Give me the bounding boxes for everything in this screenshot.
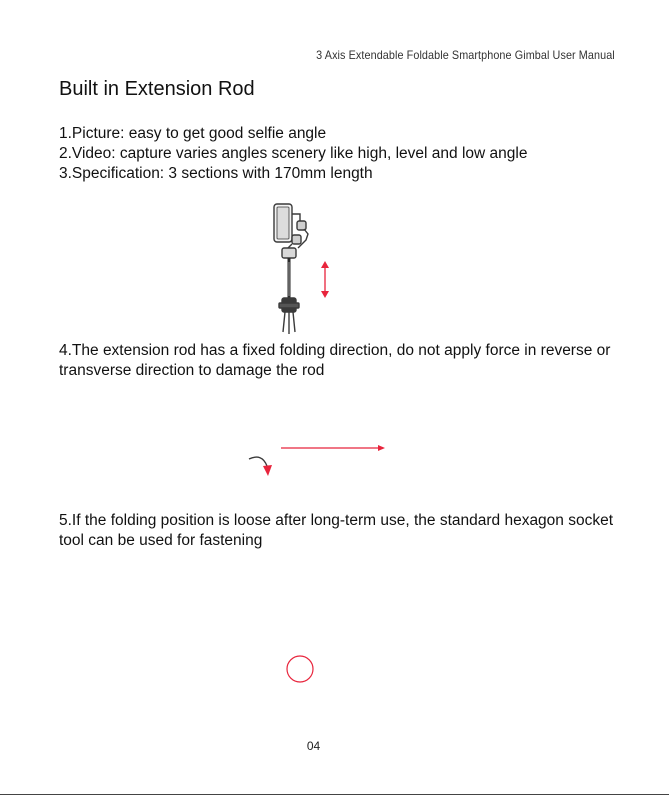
circle-marker-icon: [287, 656, 313, 682]
manual-header-title: 3 Axis Extendable Foldable Smartphone Gimbal User Manual: [316, 48, 615, 62]
list-item: 3.Specification: 3 sections with 170mm length: [59, 165, 373, 182]
item5-text: 5.If the folding position is loose after long-term use, the standard hexagon socket tool can be used for fastening: [59, 512, 614, 549]
section-title: Built in Extension Rod: [59, 78, 255, 100]
list-item: 1.Picture: easy to get good selfie angle: [59, 125, 327, 142]
list-item: 2.Video: capture varies angles scenery like high, level and low angle: [59, 145, 528, 162]
item4-text: 4.The extension rod has a fixed folding direction, do not apply force in reverse or transverse direction to damage the rod: [59, 342, 611, 379]
page-number: 04: [306, 739, 321, 753]
